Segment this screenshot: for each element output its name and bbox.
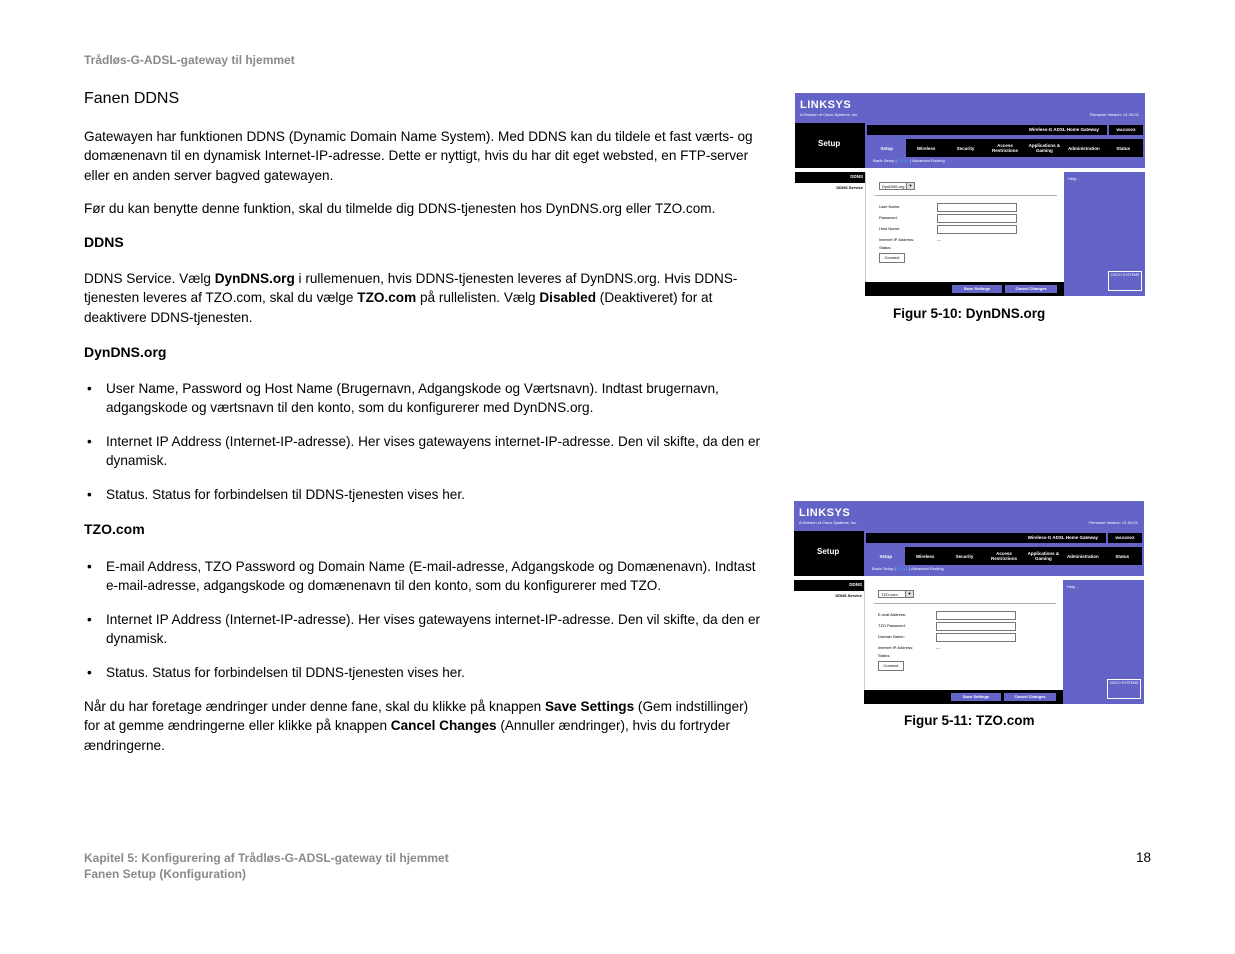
ddns-service-select[interactable]: DynDNS.org ▼ xyxy=(879,182,915,190)
field-label: Host Name: xyxy=(879,226,901,231)
connect-button[interactable]: Connect xyxy=(879,253,905,263)
list-item: • E-mail Address, TZO Password og Domain Name (E-mail-adresse, Adgangskode og Domænenavn). Indtast e-mail-adresse, adgangskode og domænenavn til den konto, som du konfigurerer med TZO. xyxy=(87,559,756,594)
save-settings-button[interactable]: Save Settings xyxy=(952,285,1002,293)
tab-wireless[interactable]: Wireless xyxy=(916,145,936,151)
tab-administration[interactable]: Administration xyxy=(1067,145,1100,151)
field-label: E-mail Address: xyxy=(878,612,907,617)
domain-name-input[interactable] xyxy=(936,633,1016,642)
ip-label: Internet IP Address: xyxy=(879,237,915,242)
ddns-section-label: DDNS xyxy=(850,174,863,179)
field-label: Password: xyxy=(879,215,898,220)
model-number: WAG200G xyxy=(1108,533,1142,543)
ip-value: --- xyxy=(937,237,941,242)
ddns-service-select[interactable]: TZO.com ▼ xyxy=(878,590,914,598)
footer-section: Fanen Setup (Konfiguration) xyxy=(84,867,246,881)
field-label: Domain Name: xyxy=(878,634,905,639)
chevron-down-icon: ▼ xyxy=(906,183,914,189)
tab-wireless[interactable]: Wireless xyxy=(915,553,935,559)
subtab-basic-setup[interactable]: Basic Setup xyxy=(873,158,895,163)
firmware-version: Firmware Version: V1.00.01 xyxy=(1089,112,1139,117)
field-label: TZO Password: xyxy=(878,623,906,628)
list-item: • Internet IP Address (Internet-IP-adresse). Her vises gatewayens internet-IP-adresse. Den vil skifte, da den er dynamisk. xyxy=(87,434,761,469)
list-item: • Status. Status for forbindelsen til DDNS-tjenesten vises her. xyxy=(87,665,465,680)
cisco-logo: CISCO SYSTEMS xyxy=(1108,271,1142,291)
field-label: User Name: xyxy=(879,204,901,209)
model-number: WAG200G xyxy=(1109,125,1143,135)
tab-status[interactable]: Status xyxy=(1116,145,1131,151)
tab-administration[interactable]: Administration xyxy=(1066,553,1099,559)
subtabs: Basic Setup | DDNS | Advanced Routing xyxy=(872,566,944,571)
footer-chapter: Kapitel 5: Konfigurering af Trådløs-G-ADSL-gateway til hjemmet xyxy=(84,851,449,865)
tzo-heading: TZO.com xyxy=(84,521,145,537)
cancel-changes-button[interactable]: Cancel Changes xyxy=(1004,693,1056,701)
help-link[interactable]: Help... xyxy=(1067,584,1079,589)
tab-applications-gaming[interactable]: Applications & Gaming xyxy=(1028,143,1061,153)
tab-access-restrictions[interactable]: Access Restrictions xyxy=(991,143,1018,153)
model-title: Wireless-G ADSL Home Gateway xyxy=(1028,127,1099,132)
connect-button[interactable]: Connect xyxy=(878,661,904,671)
subtab-advanced-routing[interactable]: Advanced Routing xyxy=(911,566,944,571)
main-tabs xyxy=(867,139,1143,157)
list-item: • Status. Status for forbindelsen til DDNS-tjenesten vises her. xyxy=(87,487,465,502)
running-header: Trådløs-G-ADSL-gateway til hjemmet xyxy=(84,53,295,67)
firmware-version: Firmware Version: V1.00.01 xyxy=(1088,520,1138,525)
list-item: • Internet IP Address (Internet-IP-adresse). Her vises gatewayens internet-IP-adresse. Den vil skifte, da den er dynamisk. xyxy=(87,612,761,647)
figure-caption-1: Figur 5-10: DynDNS.org xyxy=(893,306,1046,321)
closing-paragraph: Når du har foretage ændringer under denne fane, skal du klikke på knappen Save Settings (Gem indstillinger) for at gemme ændringerne eller klikke på knappen Cancel Changes (Annuller ændringer), hvis du fortryder ændringerne. xyxy=(84,699,749,753)
chevron-down-icon: ▼ xyxy=(905,591,913,597)
status-label: Status: xyxy=(879,245,892,250)
username-input[interactable] xyxy=(937,203,1017,212)
logo-subtitle: A Division of Cisco Systems, Inc. xyxy=(800,112,859,117)
figure-dyndns-screenshot xyxy=(795,93,1145,296)
cisco-logo: CISCO SYSTEMS xyxy=(1107,679,1141,699)
email-input[interactable] xyxy=(936,611,1016,620)
cancel-changes-button[interactable]: Cancel Changes xyxy=(1005,285,1057,293)
subtabs: Basic Setup | DDNS | Advanced Routing xyxy=(873,158,945,163)
list-item: • User Name, Password og Host Name (Brugernavn, Adgangskode og Værtsnavn). Indtast brugernavn, adgangskode og værtsnavn til den konto, som du konfigurerer med DynDNS.org. xyxy=(87,381,719,416)
save-settings-button[interactable]: Save Settings xyxy=(951,693,1001,701)
figure-tzo-screenshot xyxy=(794,501,1144,704)
logo-subtitle: A Division of Cisco Systems, Inc. xyxy=(799,520,858,525)
figure-caption-2: Figur 5-11: TZO.com xyxy=(904,713,1035,728)
tab-access-restrictions[interactable]: Access Restrictions xyxy=(990,551,1017,561)
tab-setup[interactable]: Setup xyxy=(866,547,905,565)
ddns-heading: DDNS xyxy=(84,234,124,250)
ddns-service-label: DDNS Service xyxy=(836,185,863,190)
ip-label: Internet IP Address: xyxy=(878,645,914,650)
tab-security[interactable]: Security xyxy=(955,553,974,559)
intro-paragraph-1: Gatewayen har funktionen DDNS (Dynamic Domain Name System). Med DDNS kan du tildele et fast værts- og domænenavn til en dynamisk Internet-IP-adresse. Dette er nyttigt, hvis du har dit eget websted, en FTP-server eller en anden server bagved gatewayen. xyxy=(84,129,753,183)
model-title: Wireless-G ADSL Home Gateway xyxy=(1027,535,1098,540)
page-number: 18 xyxy=(1136,850,1152,865)
setup-label: Setup xyxy=(817,547,840,556)
subtab-advanced-routing[interactable]: Advanced Routing xyxy=(912,158,945,163)
tab-applications-gaming[interactable]: Applications & Gaming xyxy=(1027,551,1060,561)
help-link[interactable]: Help... xyxy=(1068,176,1080,181)
dyndns-heading: DynDNS.org xyxy=(84,344,167,360)
subtab-ddns[interactable]: DDNS xyxy=(897,158,909,163)
subtab-basic-setup[interactable]: Basic Setup xyxy=(872,566,894,571)
linksys-logo: LINKSYS xyxy=(799,507,851,519)
main-tabs xyxy=(866,547,1142,565)
status-label: Status: xyxy=(878,653,891,658)
ip-value: --- xyxy=(936,645,940,650)
linksys-logo: LINKSYS xyxy=(800,99,852,111)
tab-setup[interactable]: Setup xyxy=(867,139,906,157)
ddns-service-label: DDNS Service xyxy=(835,593,862,598)
section-title: Fanen DDNS xyxy=(84,90,180,107)
ddns-section-label: DDNS xyxy=(849,582,862,587)
password-input[interactable] xyxy=(937,214,1017,223)
hostname-input[interactable] xyxy=(937,225,1017,234)
intro-paragraph-2: Før du kan benytte denne funktion, skal du tilmelde dig DDNS-tjenesten hos DynDNS.org eller TZO.com. xyxy=(84,201,716,216)
setup-label: Setup xyxy=(818,139,841,148)
tab-security[interactable]: Security xyxy=(956,145,975,151)
ddns-paragraph: DDNS Service. Vælg DynDNS.org i rullemenuen, hvis DDNS-tjenesten leveres af DynDNS.org. Hvis DDNS-tjenesten leveres af TZO.com, skal du vælge TZO.com på rullelisten. Vælg Disabled (Deaktiveret) for at deaktivere DDNS-tjenesten. xyxy=(84,271,738,325)
tzo-password-input[interactable] xyxy=(936,622,1016,631)
tab-status[interactable]: Status xyxy=(1115,553,1130,559)
subtab-ddns[interactable]: DDNS xyxy=(896,566,908,571)
